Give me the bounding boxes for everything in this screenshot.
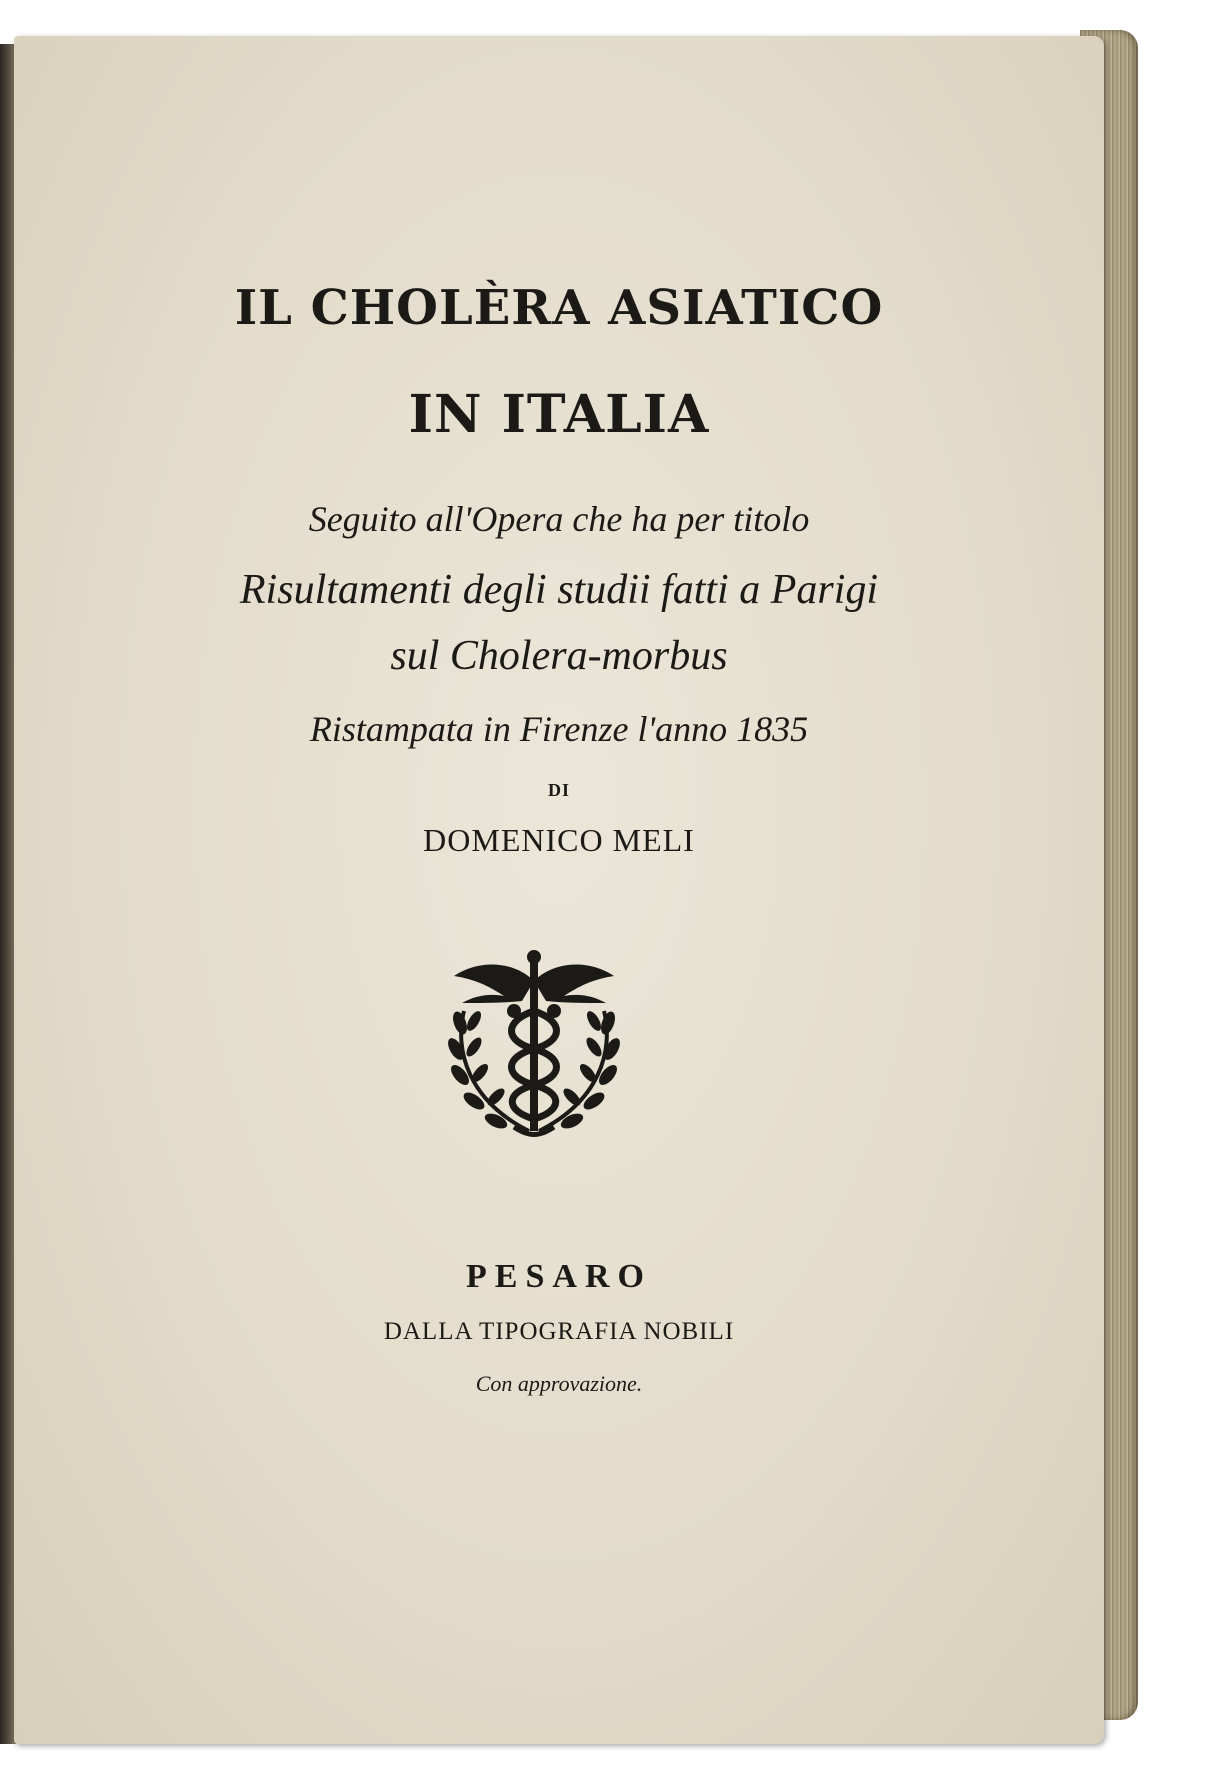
imprint-approval: Con approvazione. (475, 1371, 643, 1396)
by-label: DI (547, 780, 570, 800)
imprint-printer: DALLA TIPOGRAFIA NOBILI (383, 1318, 735, 1345)
title-line-1: IL CHOLÈRA ASIATICO (234, 280, 884, 336)
title-page (14, 36, 1104, 1744)
subtitle-line-3: sul Cholera-morbus (390, 633, 728, 679)
author-name: DOMENICO MELI (423, 822, 695, 858)
imprint-place: PESARO (466, 1258, 652, 1295)
caduceus-wreath-icon (434, 941, 634, 1141)
subtitle-line-2: Risultamenti degli studii fatti a Parigi (239, 567, 879, 613)
subtitle-line-4: Ristampata in Firenze l'anno 1835 (309, 709, 809, 749)
subtitle-line-1: Seguito all'Opera che ha per titolo (308, 499, 810, 539)
title-line-2: IN ITALIA (408, 384, 710, 445)
